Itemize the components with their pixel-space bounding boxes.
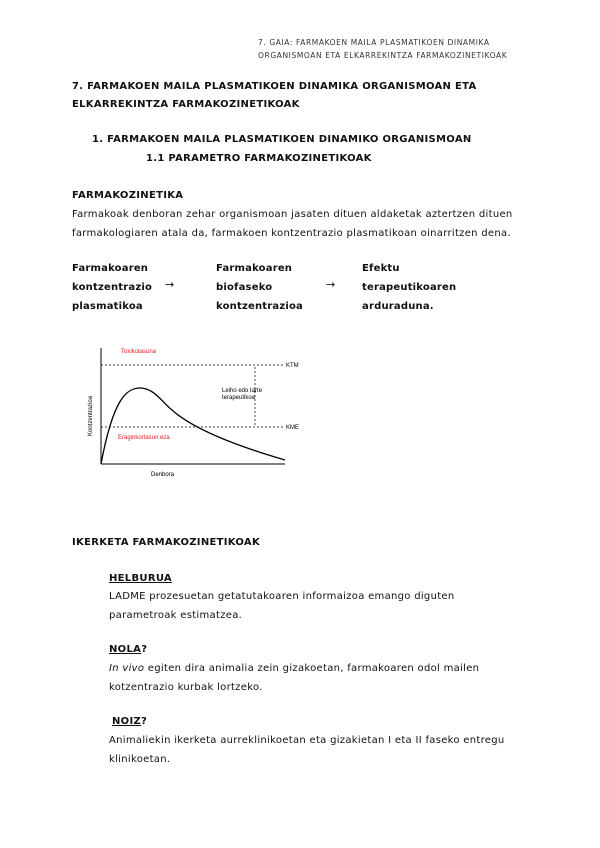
ikerketa-heading: IKERKETA FARMAKOZINETIKOAK — [72, 537, 260, 548]
nola-line-1 — [109, 659, 479, 678]
farmakozinetika-definition — [72, 205, 513, 243]
helburua-label: HELBURUA — [109, 573, 172, 584]
noiz-line-1: Animaliekin ikerketa aurreklinikoetan eta gizakietan I eta II faseko entregu — [109, 735, 505, 746]
flow-col1-line-2: kontzentrazio — [72, 282, 153, 293]
noiz-heading — [112, 712, 147, 731]
helburua-text — [109, 587, 455, 625]
flow-column-3 — [362, 259, 456, 316]
nola-question-mark: ? — [141, 644, 148, 655]
page-title — [72, 78, 477, 114]
flow-column-1 — [72, 259, 152, 316]
helburua-line-2: parametroak estimatzea. — [109, 610, 243, 621]
x-axis-label: Denbora — [151, 472, 175, 478]
flow-col3-line-2: terapeutikoaren — [362, 282, 457, 293]
flow-column-2 — [216, 259, 303, 316]
section-heading: 1. FARMAKOEN MAILA PLASMATIKOEN DINAMIKO ORGANISMOAN — [92, 134, 472, 145]
helburua-line-1: LADME prozesuetan getatutakoaren informaizoa emango diguten — [109, 591, 455, 602]
efficacy-label: Eraginkortasun eza — [118, 435, 170, 441]
flow-col3-line-3: arduraduna. — [362, 301, 434, 312]
definition-line-1: Farmakoak denboran zehar organismoan jasaten dituen aldaketak aztertzen dituen — [72, 209, 513, 220]
flow-arrow-1: → — [165, 278, 175, 291]
noiz-text — [109, 731, 505, 769]
nola-text — [109, 659, 479, 697]
flow-col1-line-1: Farmakoaren — [72, 263, 149, 274]
flow-arrow-2: → — [326, 278, 336, 291]
header-line-2: ORGANISMOAN ETA ELKARREKINTZA FARMAKOZINETIKOAK — [258, 51, 508, 60]
flow-col2-line-2: biofaseko — [216, 282, 273, 293]
header-line-1: 7. GAIA: FARMAKOEN MAILA PLASMATIKOEN DINAMIKA — [258, 38, 490, 47]
farmakozinetika-heading: FARMAKOZINETIKA — [72, 190, 184, 201]
nola-label: NOLA — [109, 644, 142, 655]
noiz-label: NOIZ — [112, 716, 142, 727]
nola-italic: In vivo — [109, 663, 145, 674]
page-title-line-2: ELKARREKINTZA FARMAKOZINETIKOAK — [72, 99, 300, 110]
flow-col2-line-3: kontzentrazioa — [216, 301, 303, 312]
noiz-line-2: klinikoetan. — [109, 754, 171, 765]
window-label-2: terapeutikoa — [222, 395, 256, 401]
ktm-label: KTM — [286, 363, 299, 369]
concentration-curve — [101, 388, 285, 464]
flow-col2-line-1: Farmakoaren — [216, 263, 293, 274]
concentration-time-chart — [80, 340, 310, 485]
kme-label: KME — [286, 425, 300, 431]
definition-line-2: farmakologiaren atala da, farmakoen kontzentrazio plasmatikoan oinarritzen dena. — [72, 228, 511, 239]
noiz-question-mark: ? — [141, 716, 148, 727]
nola-line-1-rest: egiten dira animalia zein gizakoetan, farmakoaren odol mailen — [144, 663, 480, 674]
flow-col1-line-3: plasmatikoa — [72, 301, 143, 312]
window-label-1: Leiho edo tarte — [222, 388, 263, 394]
nola-heading — [109, 640, 147, 659]
page-title-line-1: 7. FARMAKOEN MAILA PLASMATIKOEN DINAMIKA ORGANISMOAN ETA — [72, 81, 477, 92]
section-subheading: 1.1 PARAMETRO FARMAKOZINETIKOAK — [146, 153, 372, 164]
flow-col3-line-1: Efektu — [362, 263, 400, 274]
toxicity-label: Toxikotasuna — [121, 349, 157, 355]
nola-line-2: kotzentrazio kurbak lortzeko. — [109, 682, 263, 693]
y-axis-label: Kontzentrazioa — [88, 395, 94, 436]
